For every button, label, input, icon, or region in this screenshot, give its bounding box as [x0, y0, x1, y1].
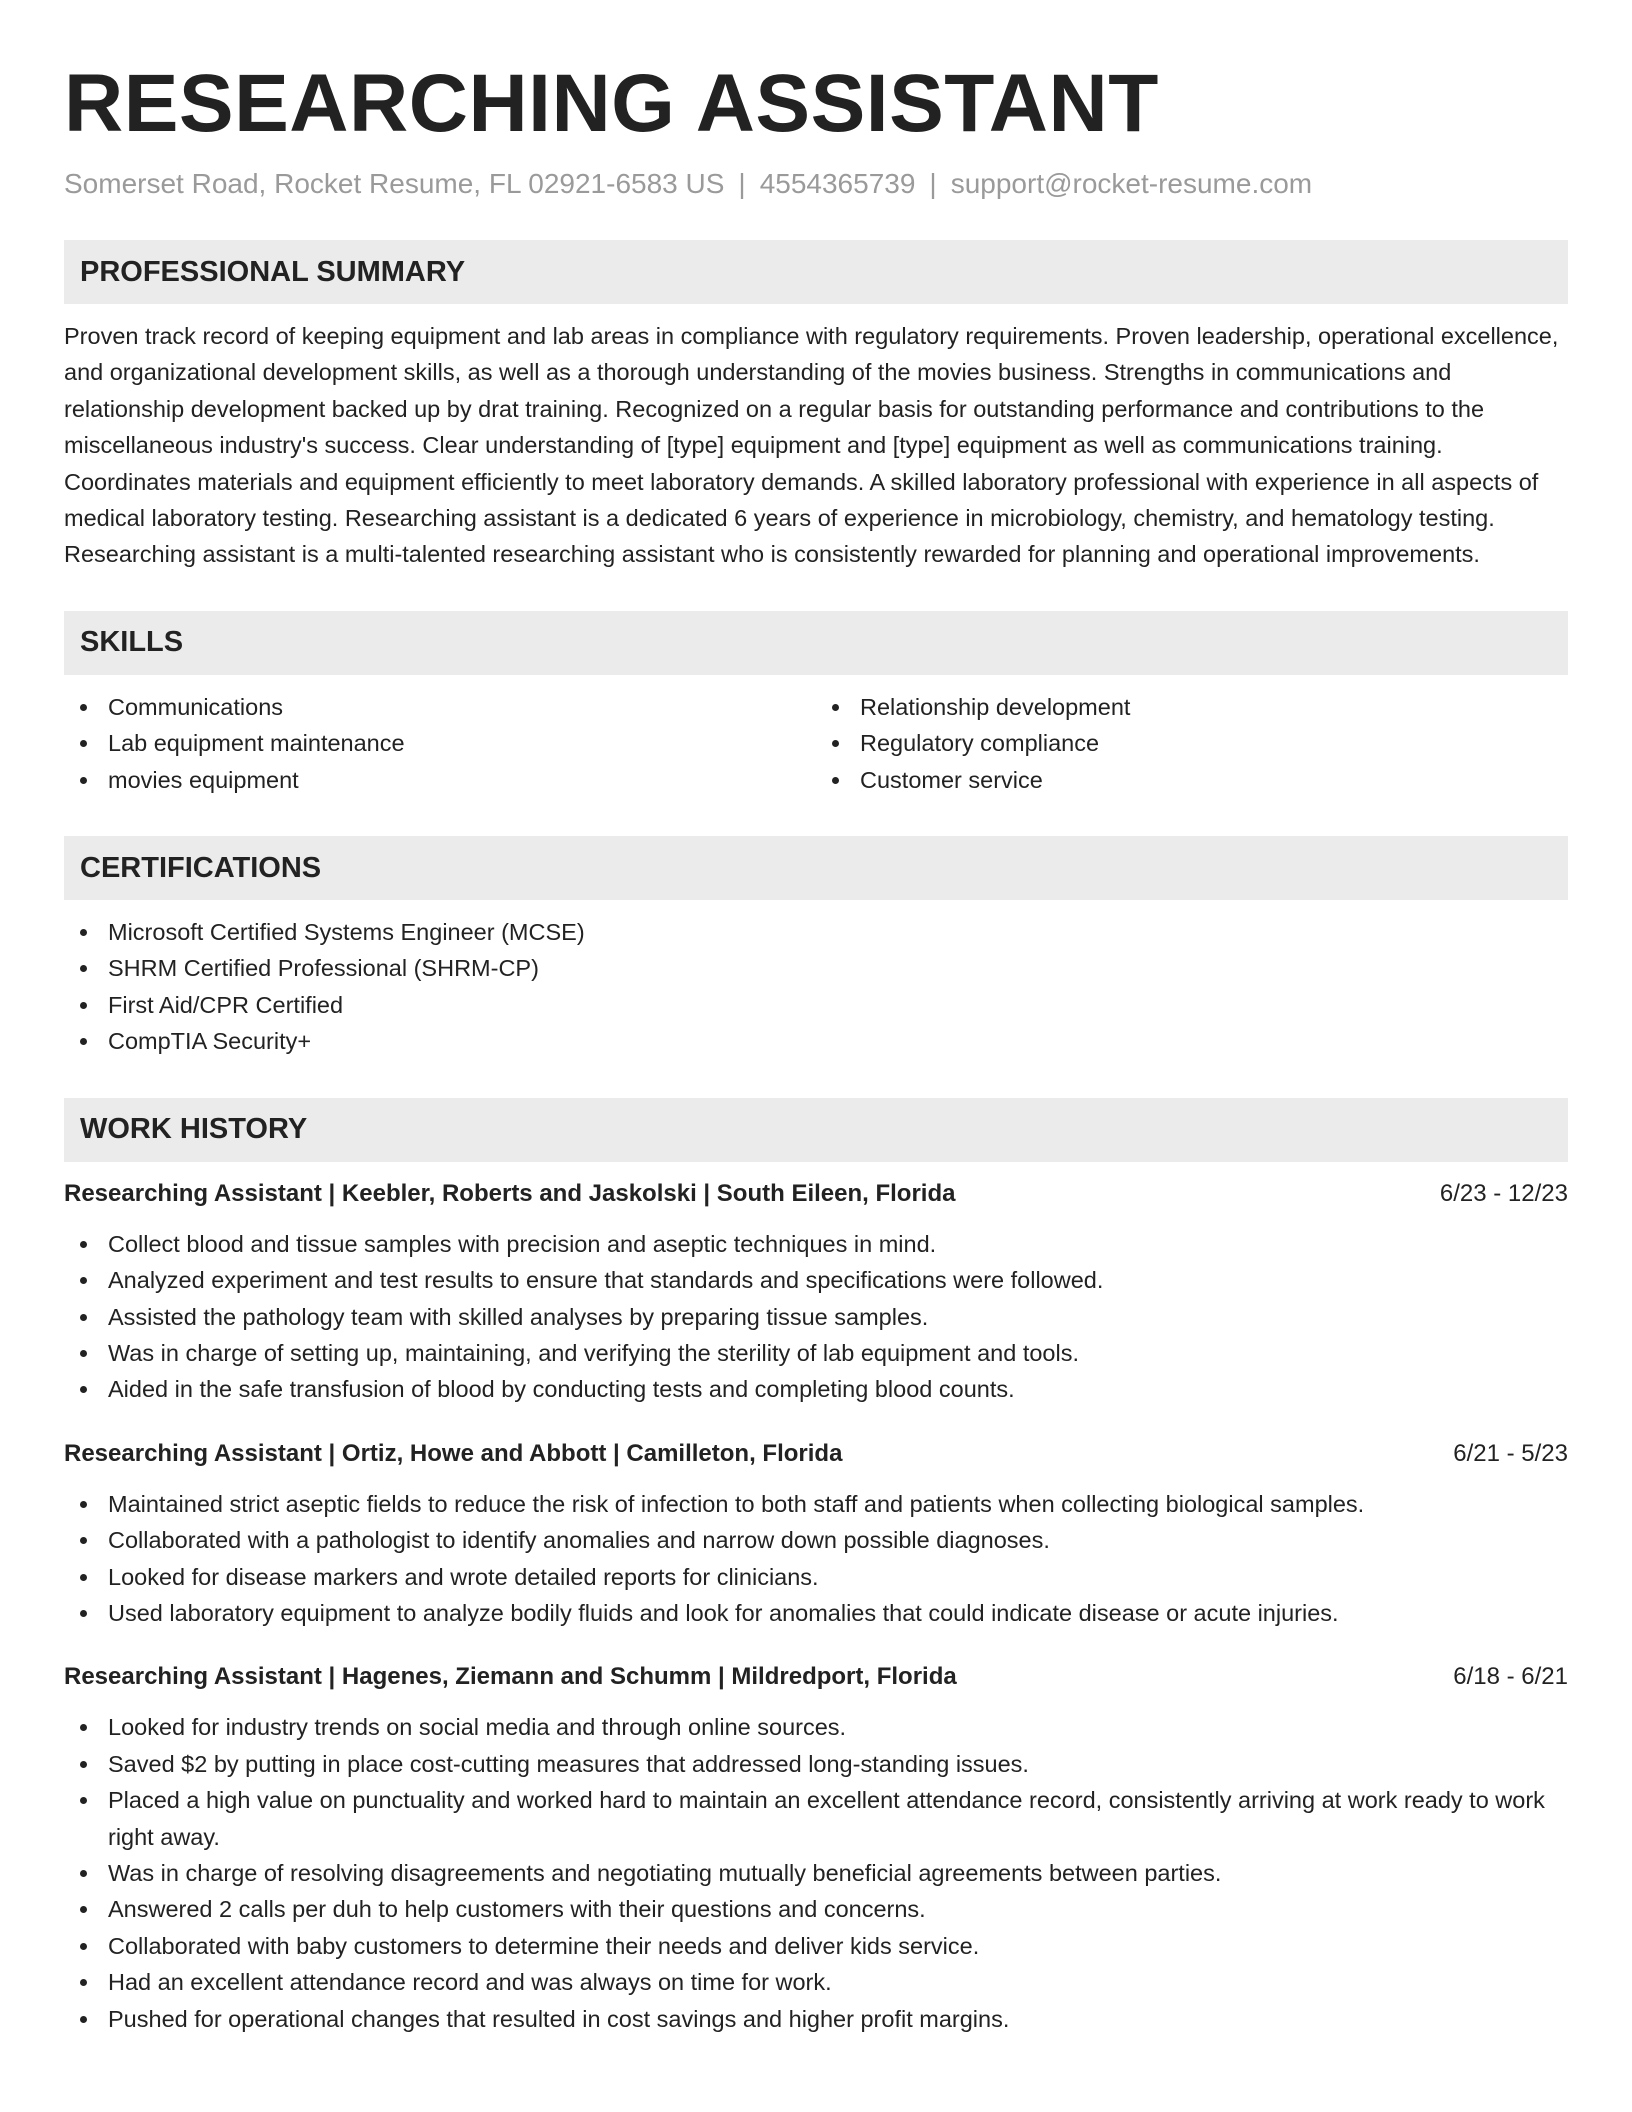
section-heading-skills: SKILLS [64, 611, 1568, 675]
contact-phone: 4554365739 [759, 168, 916, 199]
section-heading-summary: PROFESSIONAL SUMMARY [64, 240, 1568, 304]
skill-item: Customer service [816, 762, 1568, 798]
skill-item: Lab equipment maintenance [64, 725, 816, 761]
skill-item: Relationship development [816, 689, 1568, 725]
job-bullet: Maintained strict aseptic fields to reduce the risk of infection to both staff and patients when collecting biological samples. [64, 1486, 1568, 1522]
job-bullet: Analyzed experiment and test results to ensure that standards and specifications were followed. [64, 1262, 1568, 1298]
job-dates: 6/21 - 5/23 [1453, 1439, 1568, 1467]
job-bullets [64, 1486, 1568, 1632]
section-heading-work-history: WORK HISTORY [64, 1098, 1568, 1162]
job-bullet: Collect blood and tissue samples with precision and aseptic techniques in mind. [64, 1226, 1568, 1262]
contact-email[interactable]: support@rocket-resume.com [950, 168, 1313, 199]
skill-item: Communications [64, 689, 816, 725]
skill-item: movies equipment [64, 762, 816, 798]
job-entry [64, 1436, 1568, 1632]
job-bullets [64, 1226, 1568, 1408]
job-title: Researching Assistant | Ortiz, Howe and Abbott | Camilleton, Florida [64, 1439, 843, 1467]
job-bullet: Was in charge of setting up, maintaining, and verifying the sterility of lab equipment and tools. [64, 1335, 1568, 1371]
certification-item: SHRM Certified Professional (SHRM-CP) [64, 950, 1568, 986]
job-header [64, 1659, 1568, 1695]
certifications-list [64, 914, 1568, 1060]
skill-item: Regulatory compliance [816, 725, 1568, 761]
job-bullet: Looked for industry trends on social media and through online sources. [64, 1709, 1568, 1745]
job-bullet: Looked for disease markers and wrote detailed reports for clinicians. [64, 1559, 1568, 1595]
section-heading-certifications: CERTIFICATIONS [64, 836, 1568, 900]
job-title: Researching Assistant | Keebler, Roberts and Jaskolski | South Eileen, Florida [64, 1179, 956, 1207]
job-dates: 6/18 - 6/21 [1453, 1663, 1568, 1691]
contact-separator: | [738, 168, 746, 199]
contact-address: Somerset Road, Rocket Resume, FL 02921-6583 US [64, 168, 725, 199]
resume-name: RESEARCHING ASSISTANT [64, 58, 1159, 149]
contact-separator: | [929, 168, 937, 199]
skills-grid [64, 675, 1568, 798]
job-entry [64, 1659, 1568, 2037]
summary-text: Proven track record of keeping equipment and lab areas in compliance with regulatory requirements. Proven leadership, operational excellence, and organizational development skills, as well as a thorough understanding of the movies business. Strengths in communications and relationship development backed up by drat training. Recognized on a regular basis for outstanding performance and contributions to the miscellaneous industry's success. Clear understanding of [type] equipment and [type] equipment as well as communications training. Coordinates materials and equipment efficiently to meet laboratory demands. A skilled laboratory professional with experience in all aspects of medical laboratory testing. Researching assistant is a dedicated 6 years of experience in microbiology, chemistry, and hematology testing. Researching assistant is a multi-talented researching assistant who is consistently rewarded for planning and operational improvements. [64, 323, 1559, 568]
job-bullet: Was in charge of resolving disagreements and negotiating mutually beneficial agreements between parties. [64, 1855, 1568, 1891]
contact-line [64, 166, 1568, 202]
job-bullet: Placed a high value on punctuality and worked hard to maintain an excellent attendance record, consistently arriving at work ready to work right away. [64, 1782, 1568, 1855]
skills-list-right [816, 689, 1568, 798]
job-title: Researching Assistant | Hagenes, Ziemann and Schumm | Mildredport, Florida [64, 1663, 957, 1691]
job-bullet: Collaborated with baby customers to determine their needs and deliver kids service. [64, 1928, 1568, 1964]
job-bullet: Used laboratory equipment to analyze bodily fluids and look for anomalies that could indicate disease or acute injuries. [64, 1595, 1568, 1631]
job-bullet: Answered 2 calls per duh to help customers with their questions and concerns. [64, 1891, 1568, 1927]
job-bullet: Pushed for operational changes that resulted in cost savings and higher profit margins. [64, 2001, 1568, 2037]
job-bullet: Saved $2 by putting in place cost-cutting measures that addressed long-standing issues. [64, 1746, 1568, 1782]
job-bullet: Assisted the pathology team with skilled analyses by preparing tissue samples. [64, 1299, 1568, 1335]
job-entry [64, 1176, 1568, 1408]
certification-item: Microsoft Certified Systems Engineer (MCSE) [64, 914, 1568, 950]
job-dates: 6/23 - 12/23 [1439, 1179, 1568, 1207]
job-header [64, 1436, 1568, 1472]
job-bullet: Collaborated with a pathologist to identify anomalies and narrow down possible diagnoses. [64, 1522, 1568, 1558]
certification-item: CompTIA Security+ [64, 1023, 1568, 1059]
job-bullets [64, 1709, 1568, 2037]
job-bullet: Had an excellent attendance record and was always on time for work. [64, 1964, 1568, 2000]
skills-list-left [64, 689, 816, 798]
job-header [64, 1176, 1568, 1212]
certification-item: First Aid/CPR Certified [64, 987, 1568, 1023]
job-bullet: Aided in the safe transfusion of blood by conducting tests and completing blood counts. [64, 1371, 1568, 1407]
